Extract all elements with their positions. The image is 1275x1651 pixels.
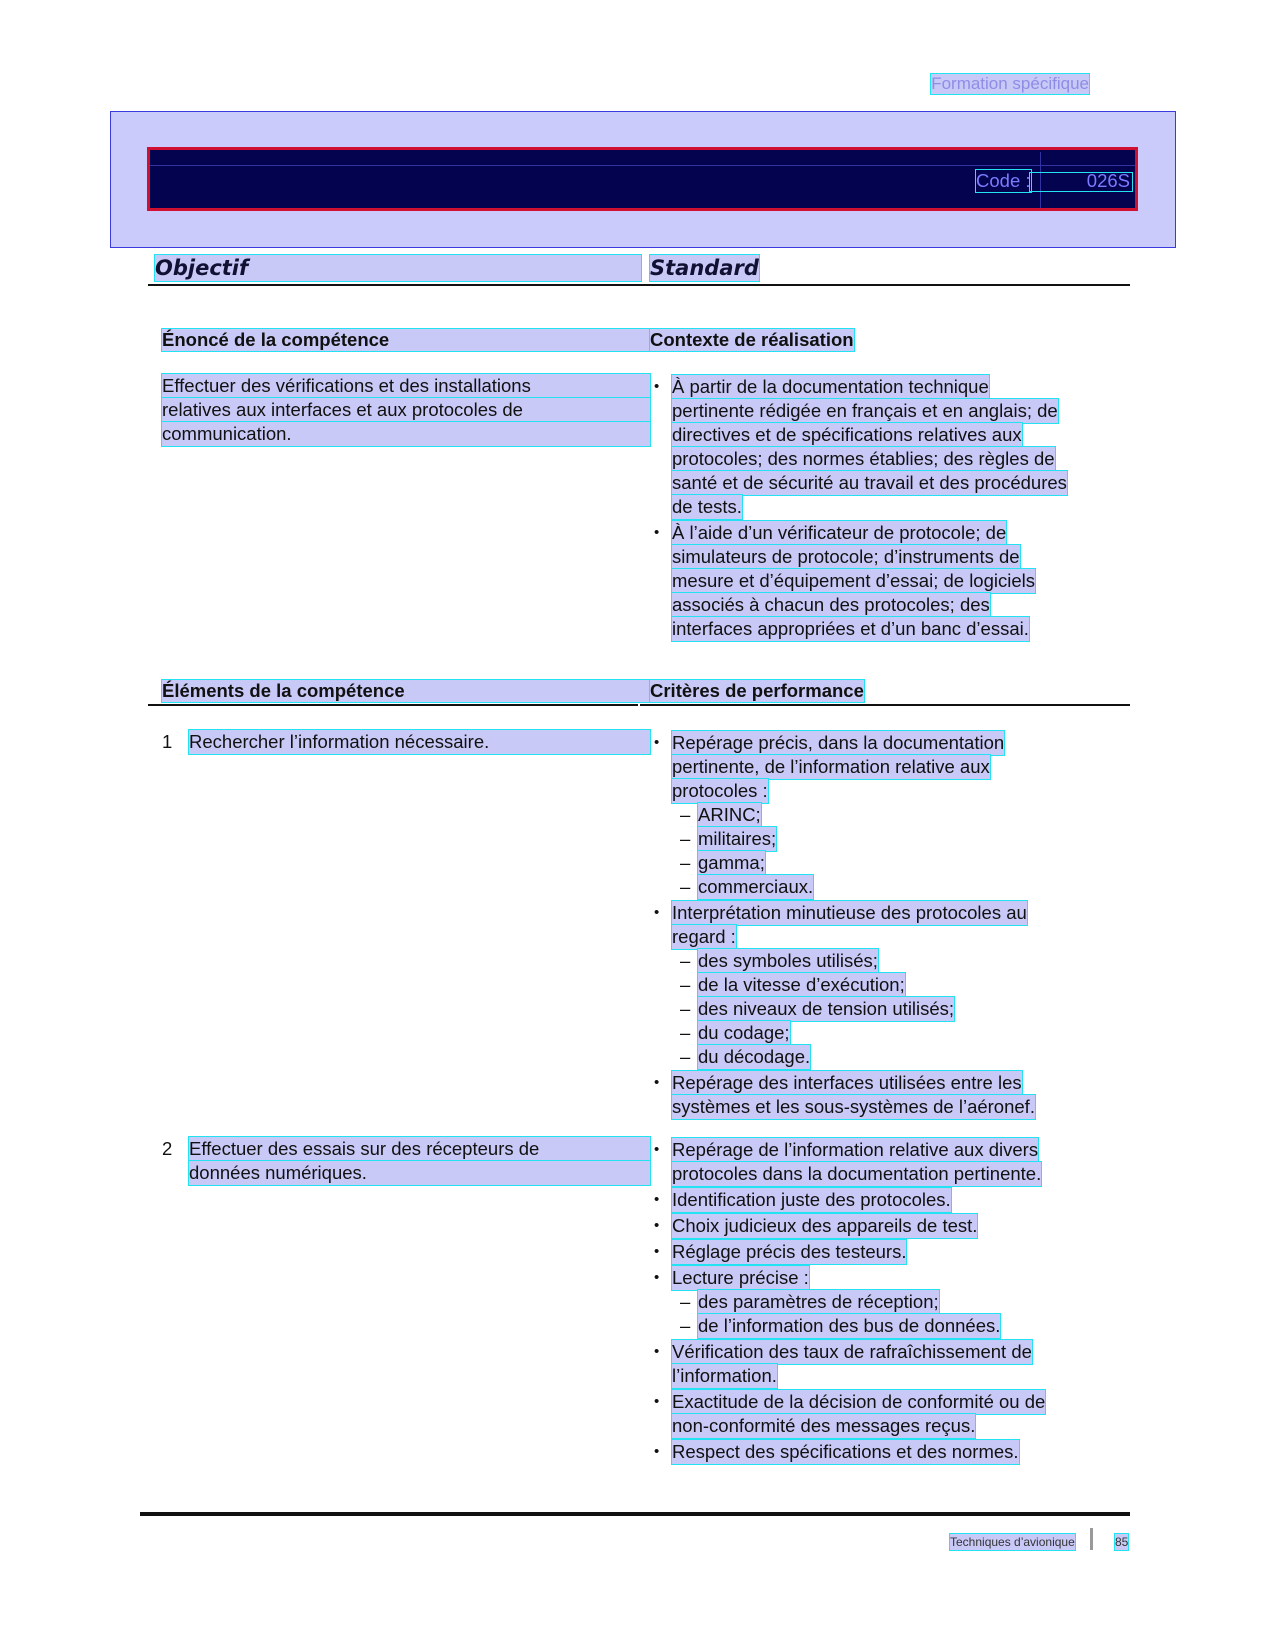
context-line: interfaces appropriées et d’un banc d’essai. <box>672 618 1029 639</box>
sub-dash: – <box>680 1022 691 1043</box>
sub-item: commerciaux. <box>698 876 814 897</box>
sub-item: militaires; <box>698 828 777 849</box>
context-line: de tests. <box>672 496 742 517</box>
footer-divider <box>1090 1528 1093 1550</box>
sub-item: des symboles utilisés; <box>698 950 878 971</box>
statement-line: communication. <box>162 422 650 446</box>
criterion-line: l’information. <box>672 1365 777 1386</box>
code-value: 026S <box>1086 170 1130 191</box>
context-line: protocoles; des normes établies; des règles de <box>672 448 1055 469</box>
criterion-line: systèmes et les sous-systèmes de l’aéronef. <box>672 1096 1035 1117</box>
page-number: 85 <box>1115 1535 1129 1549</box>
bullet-glyph: • <box>654 1074 660 1091</box>
sub-item: gamma; <box>698 852 765 873</box>
statement-line: relatives aux interfaces et aux protocoles de <box>162 398 650 422</box>
footer-rule <box>140 1512 1130 1516</box>
criterion-line: non-conformité des messages reçus. <box>672 1415 976 1436</box>
context-line: simulateurs de protocole; d’instruments de <box>672 546 1020 567</box>
sub-dash: – <box>680 974 691 995</box>
sub-item: des paramètres de réception; <box>698 1291 939 1312</box>
elements-rule <box>148 704 638 706</box>
element-line: Rechercher l’information nécessaire. <box>189 730 650 754</box>
context-line: À partir de la documentation technique <box>672 376 989 397</box>
bullet-glyph: • <box>654 734 660 751</box>
code-label: Code : <box>976 170 1031 191</box>
sub-dash: – <box>680 876 691 897</box>
context-line: santé et de sécurité au travail et des procédures <box>672 472 1067 493</box>
bullet-glyph: • <box>654 378 660 395</box>
sub-dash: – <box>680 1315 691 1336</box>
criterion-line: Lecture précise : <box>672 1267 809 1288</box>
element-number: 2 <box>162 1138 173 1159</box>
criterion-line: Exactitude de la décision de conformité ou de <box>672 1391 1046 1412</box>
context-line: directives et de spécifications relatives aux <box>672 424 1022 445</box>
criterion-line: Réglage précis des testeurs. <box>672 1241 907 1262</box>
sub-item: du décodage. <box>698 1046 811 1067</box>
sub-dash: – <box>680 1291 691 1312</box>
bullet-glyph: • <box>654 1217 660 1234</box>
criterion-line: Repérage de l’information relative aux divers <box>672 1139 1039 1160</box>
criterion-line: pertinente, de l’information relative aux <box>672 756 990 777</box>
elements-heading: Éléments de la compétence <box>162 680 650 702</box>
bullet-glyph: • <box>654 1343 660 1360</box>
bullet-glyph: • <box>654 1243 660 1260</box>
criterion-line: protocoles : <box>672 780 768 801</box>
sub-dash: – <box>680 828 691 849</box>
criterion-line: Repérage précis, dans la documentation <box>672 732 1005 753</box>
criterion-line: Respect des spécifications et des normes. <box>672 1441 1019 1462</box>
section-standard: Standard <box>650 256 759 280</box>
section-objective: Objectif <box>155 255 641 281</box>
bullet-glyph: • <box>654 1191 660 1208</box>
program-label: Formation spécifique <box>931 74 1089 93</box>
sub-item: des niveaux de tension utilisés; <box>698 998 955 1019</box>
bullet-glyph: • <box>654 1269 660 1286</box>
criterion-line: Identification juste des protocoles. <box>672 1189 951 1210</box>
context-line: À l’aide d’un vérificateur de protocole; de <box>672 522 1007 543</box>
bullet-glyph: • <box>654 904 660 921</box>
context-line: pertinente rédigée en français et en anglais; de <box>672 400 1058 421</box>
criterion-line: protocoles dans la documentation pertinente. <box>672 1163 1042 1184</box>
criteria-heading: Critères de performance <box>650 680 864 701</box>
criterion-line: Repérage des interfaces utilisées entre les <box>672 1072 1022 1093</box>
bullet-glyph: • <box>654 1443 660 1460</box>
title-bar-line <box>150 165 1135 166</box>
sub-item: de l’information des bus de données. <box>698 1315 1001 1336</box>
sub-dash: – <box>680 998 691 1019</box>
sub-dash: – <box>680 804 691 825</box>
footer-title: Techniques d’avionique <box>950 1535 1075 1549</box>
context-heading: Contexte de réalisation <box>650 329 854 350</box>
context-line: associés à chacun des protocoles; des <box>672 594 990 615</box>
criterion-line: regard : <box>672 926 736 947</box>
criterion-line: Vérification des taux de rafraîchissement de <box>672 1341 1032 1362</box>
element-number: 1 <box>162 731 173 752</box>
statement-heading: Énoncé de la compétence <box>162 329 650 351</box>
criterion-line: Interprétation minutieuse des protocoles au <box>672 902 1027 923</box>
statement-line: Effectuer des vérifications et des installations <box>162 374 650 398</box>
criterion-line: Choix judicieux des appareils de test. <box>672 1215 978 1236</box>
bullet-glyph: • <box>654 524 660 541</box>
sub-dash: – <box>680 852 691 873</box>
section-rule <box>148 284 1130 286</box>
element-line: Effectuer des essais sur des récepteurs de <box>189 1137 650 1161</box>
bullet-glyph: • <box>654 1141 660 1158</box>
sub-item: du codage; <box>698 1022 790 1043</box>
sub-dash: – <box>680 1046 691 1067</box>
criteria-rule <box>640 704 1130 706</box>
element-line: données numériques. <box>189 1161 650 1185</box>
bullet-glyph: • <box>654 1393 660 1410</box>
sub-dash: – <box>680 950 691 971</box>
sub-item: ARINC; <box>698 804 761 825</box>
sub-item: de la vitesse d’exécution; <box>698 974 905 995</box>
context-line: mesure et d’équipement d’essai; de logiciels <box>672 570 1036 591</box>
